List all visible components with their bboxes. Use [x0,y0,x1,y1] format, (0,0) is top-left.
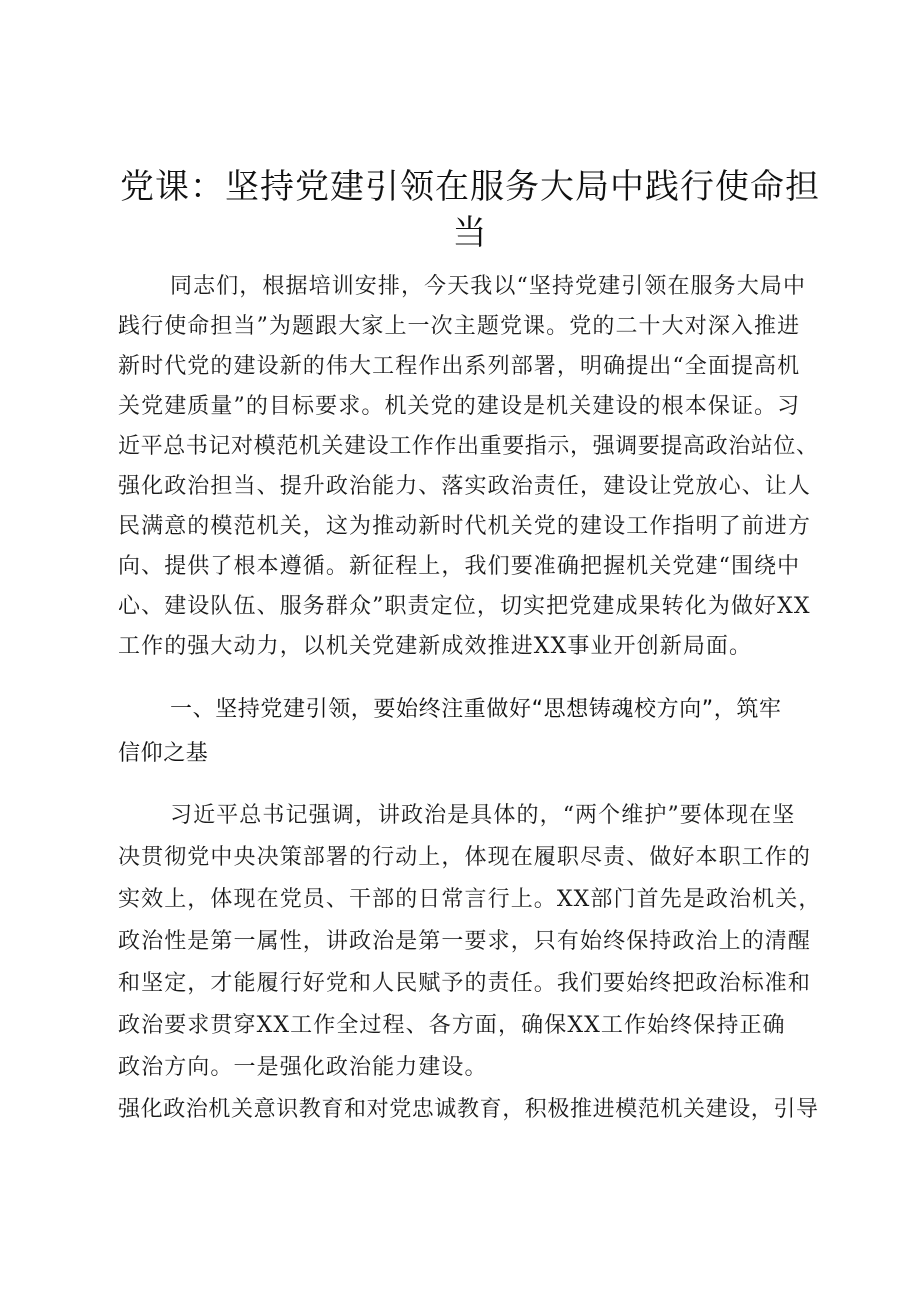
intro-line: 强化政治担当、提升政治能力、落实政治责任，建设让党放心、让人 [118,474,812,499]
section-heading-line: 一、坚持党建引领，要始终注重做好“思想铸魂校方向”，筑牢 [170,697,782,722]
section-body-line: 实效上，体现在党员、干部的日常言行上。XX部门首先是政治机关， [118,887,822,912]
section-body-line: 和坚定，才能履行好党和人民赋予的责任。我们要始终把政治标准和 [118,971,812,996]
section-body-line: 决贯彻党中央决策部署的行动上，体现在履职尽责、做好本职工作的 [118,845,812,870]
intro-line: 践行使命担当”为题跟大家上一次主题党课。党的二十大对深入推进 [118,314,801,339]
document-title [118,164,822,256]
section-body-line: 政治要求贯穿XX工作全过程、各方面，确保XX工作始终保持正确 [118,1013,786,1038]
section-body-line: 强化政治机关意识教育和对党忠诚教育，积极推进模范机关建设，引导 [118,1097,819,1122]
intro-line: 民满意的模范机关，这为推动新时代机关党的建设工作指明了前进方 [118,514,812,539]
title-line-1: 党课：坚持党建引领在服务大局中践行使命担 [120,167,820,207]
intro-line: 近平总书记对模范机关建设工作作出重要指示，强调要提高政治站位、 [118,434,819,459]
intro-line: 向、提供了根本遵循。新征程上，我们要准确把握机关党建“围绕中 [118,554,801,579]
intro-line: 工作的强大动力，以机关党建新成效推进XX事业开创新局面。 [118,634,753,659]
section-heading-line: 信仰之基 [118,741,209,766]
section-body-line: 政治性是第一属性，讲政治是第一要求，只有始终保持政治上的清醒 [118,929,812,954]
intro-line: 关党建质量”的目标要求。机关党的建设是机关建设的根本保证。习 [118,394,801,419]
title-line-2: 当 [452,213,488,253]
intro-line: 同志们，根据培训安排，今天我以“坚持党建引领在服务大局中 [170,274,807,299]
intro-line: 新时代党的建设新的伟大工程作出系列部署，明确提出“全面提高机 [118,354,801,379]
section-body-line: 习近平总书记强调，讲政治是具体的，“两个维护”要体现在坚 [170,803,796,828]
intro-line: 心、建设队伍、服务群众”职责定位，切实把党建成果转化为做好XX [118,594,811,619]
section-body-line: 政治方向。一是强化政治能力建设。 [118,1055,488,1080]
